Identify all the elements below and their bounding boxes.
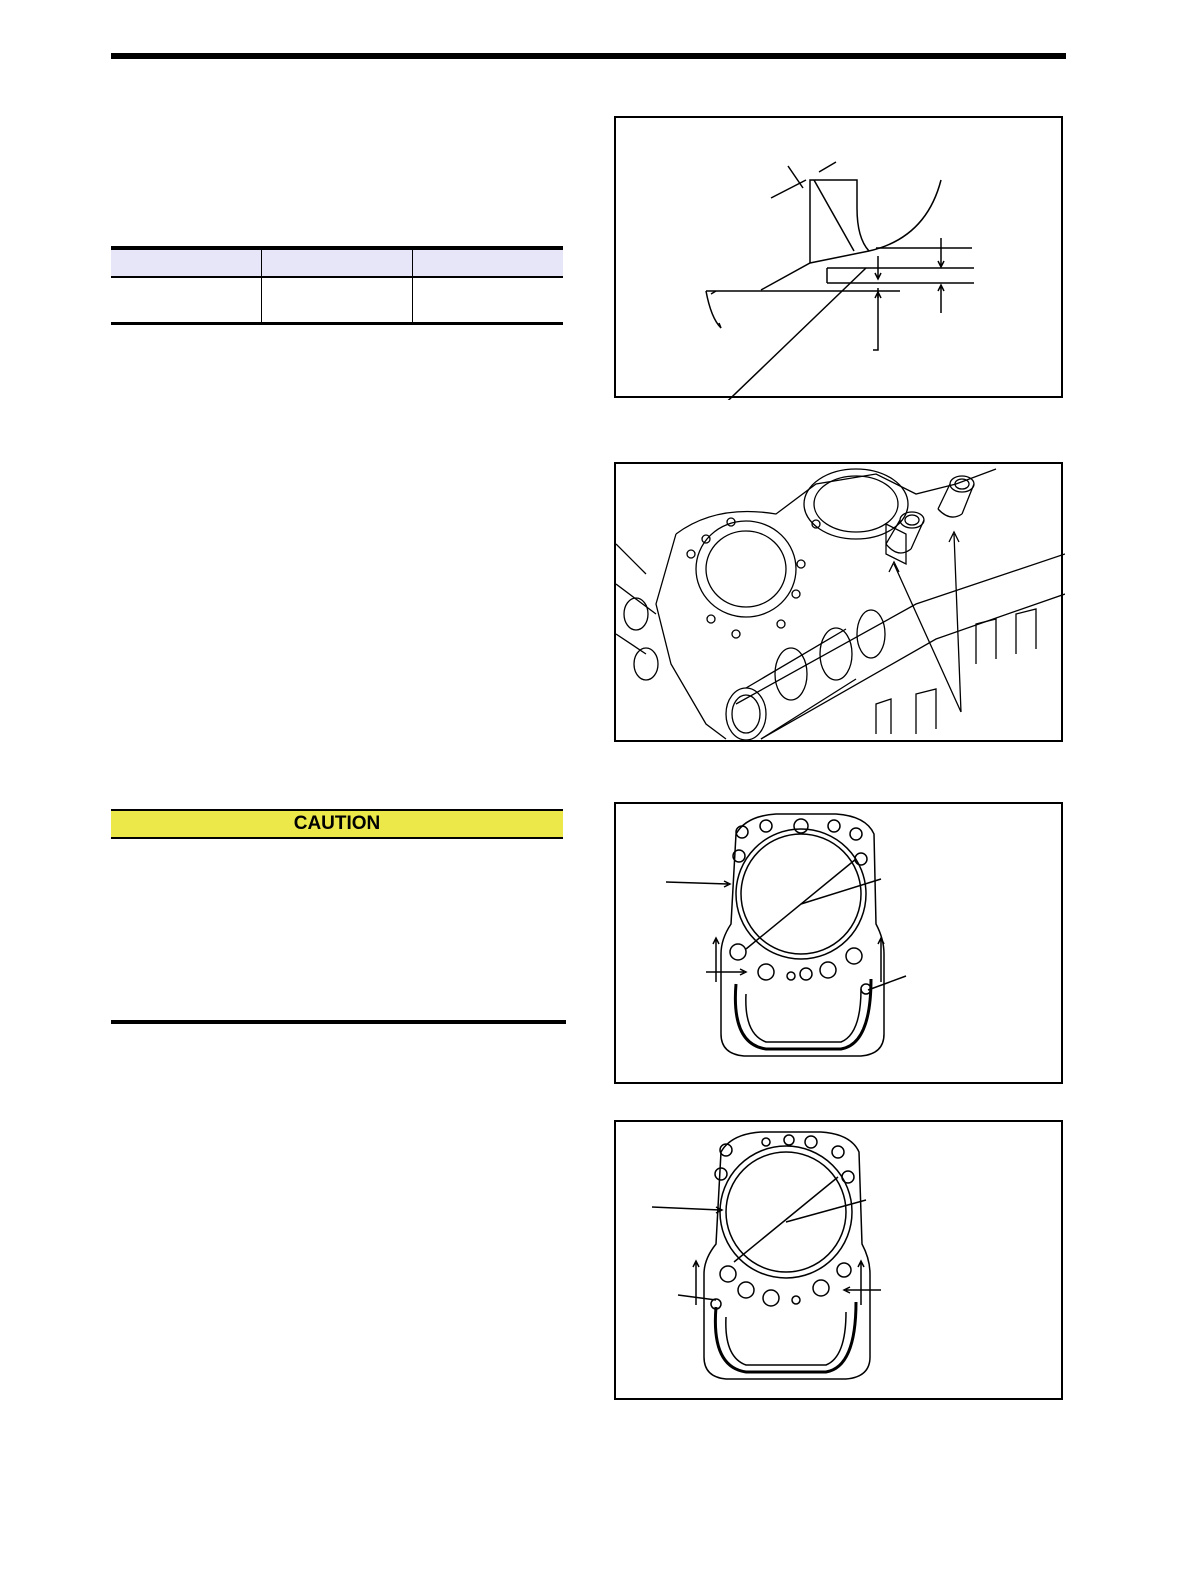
cylinder-block-drawing <box>616 464 1065 744</box>
table-cell <box>262 277 413 324</box>
cylinder-block-diagram <box>614 462 1063 742</box>
table-header-cell <box>262 248 413 277</box>
head-gasket-diagram <box>614 1120 1063 1400</box>
table-header-row <box>111 248 563 277</box>
table-header-cell <box>412 248 563 277</box>
table-cell <box>412 277 563 324</box>
section-end-rule <box>111 1020 566 1024</box>
head-gasket-drawing <box>616 804 1065 1086</box>
caution-banner: CAUTION <box>111 809 563 839</box>
table-row <box>111 277 563 324</box>
table-cell <box>111 277 262 324</box>
valve-seat-diagram <box>614 116 1063 398</box>
valve-seat-drawing <box>616 118 1065 400</box>
head-gasket-diagram <box>614 802 1063 1084</box>
head-gasket-drawing <box>616 1122 1065 1402</box>
header-rule <box>111 53 1066 59</box>
specification-table <box>111 246 563 325</box>
table-header-cell <box>111 248 262 277</box>
